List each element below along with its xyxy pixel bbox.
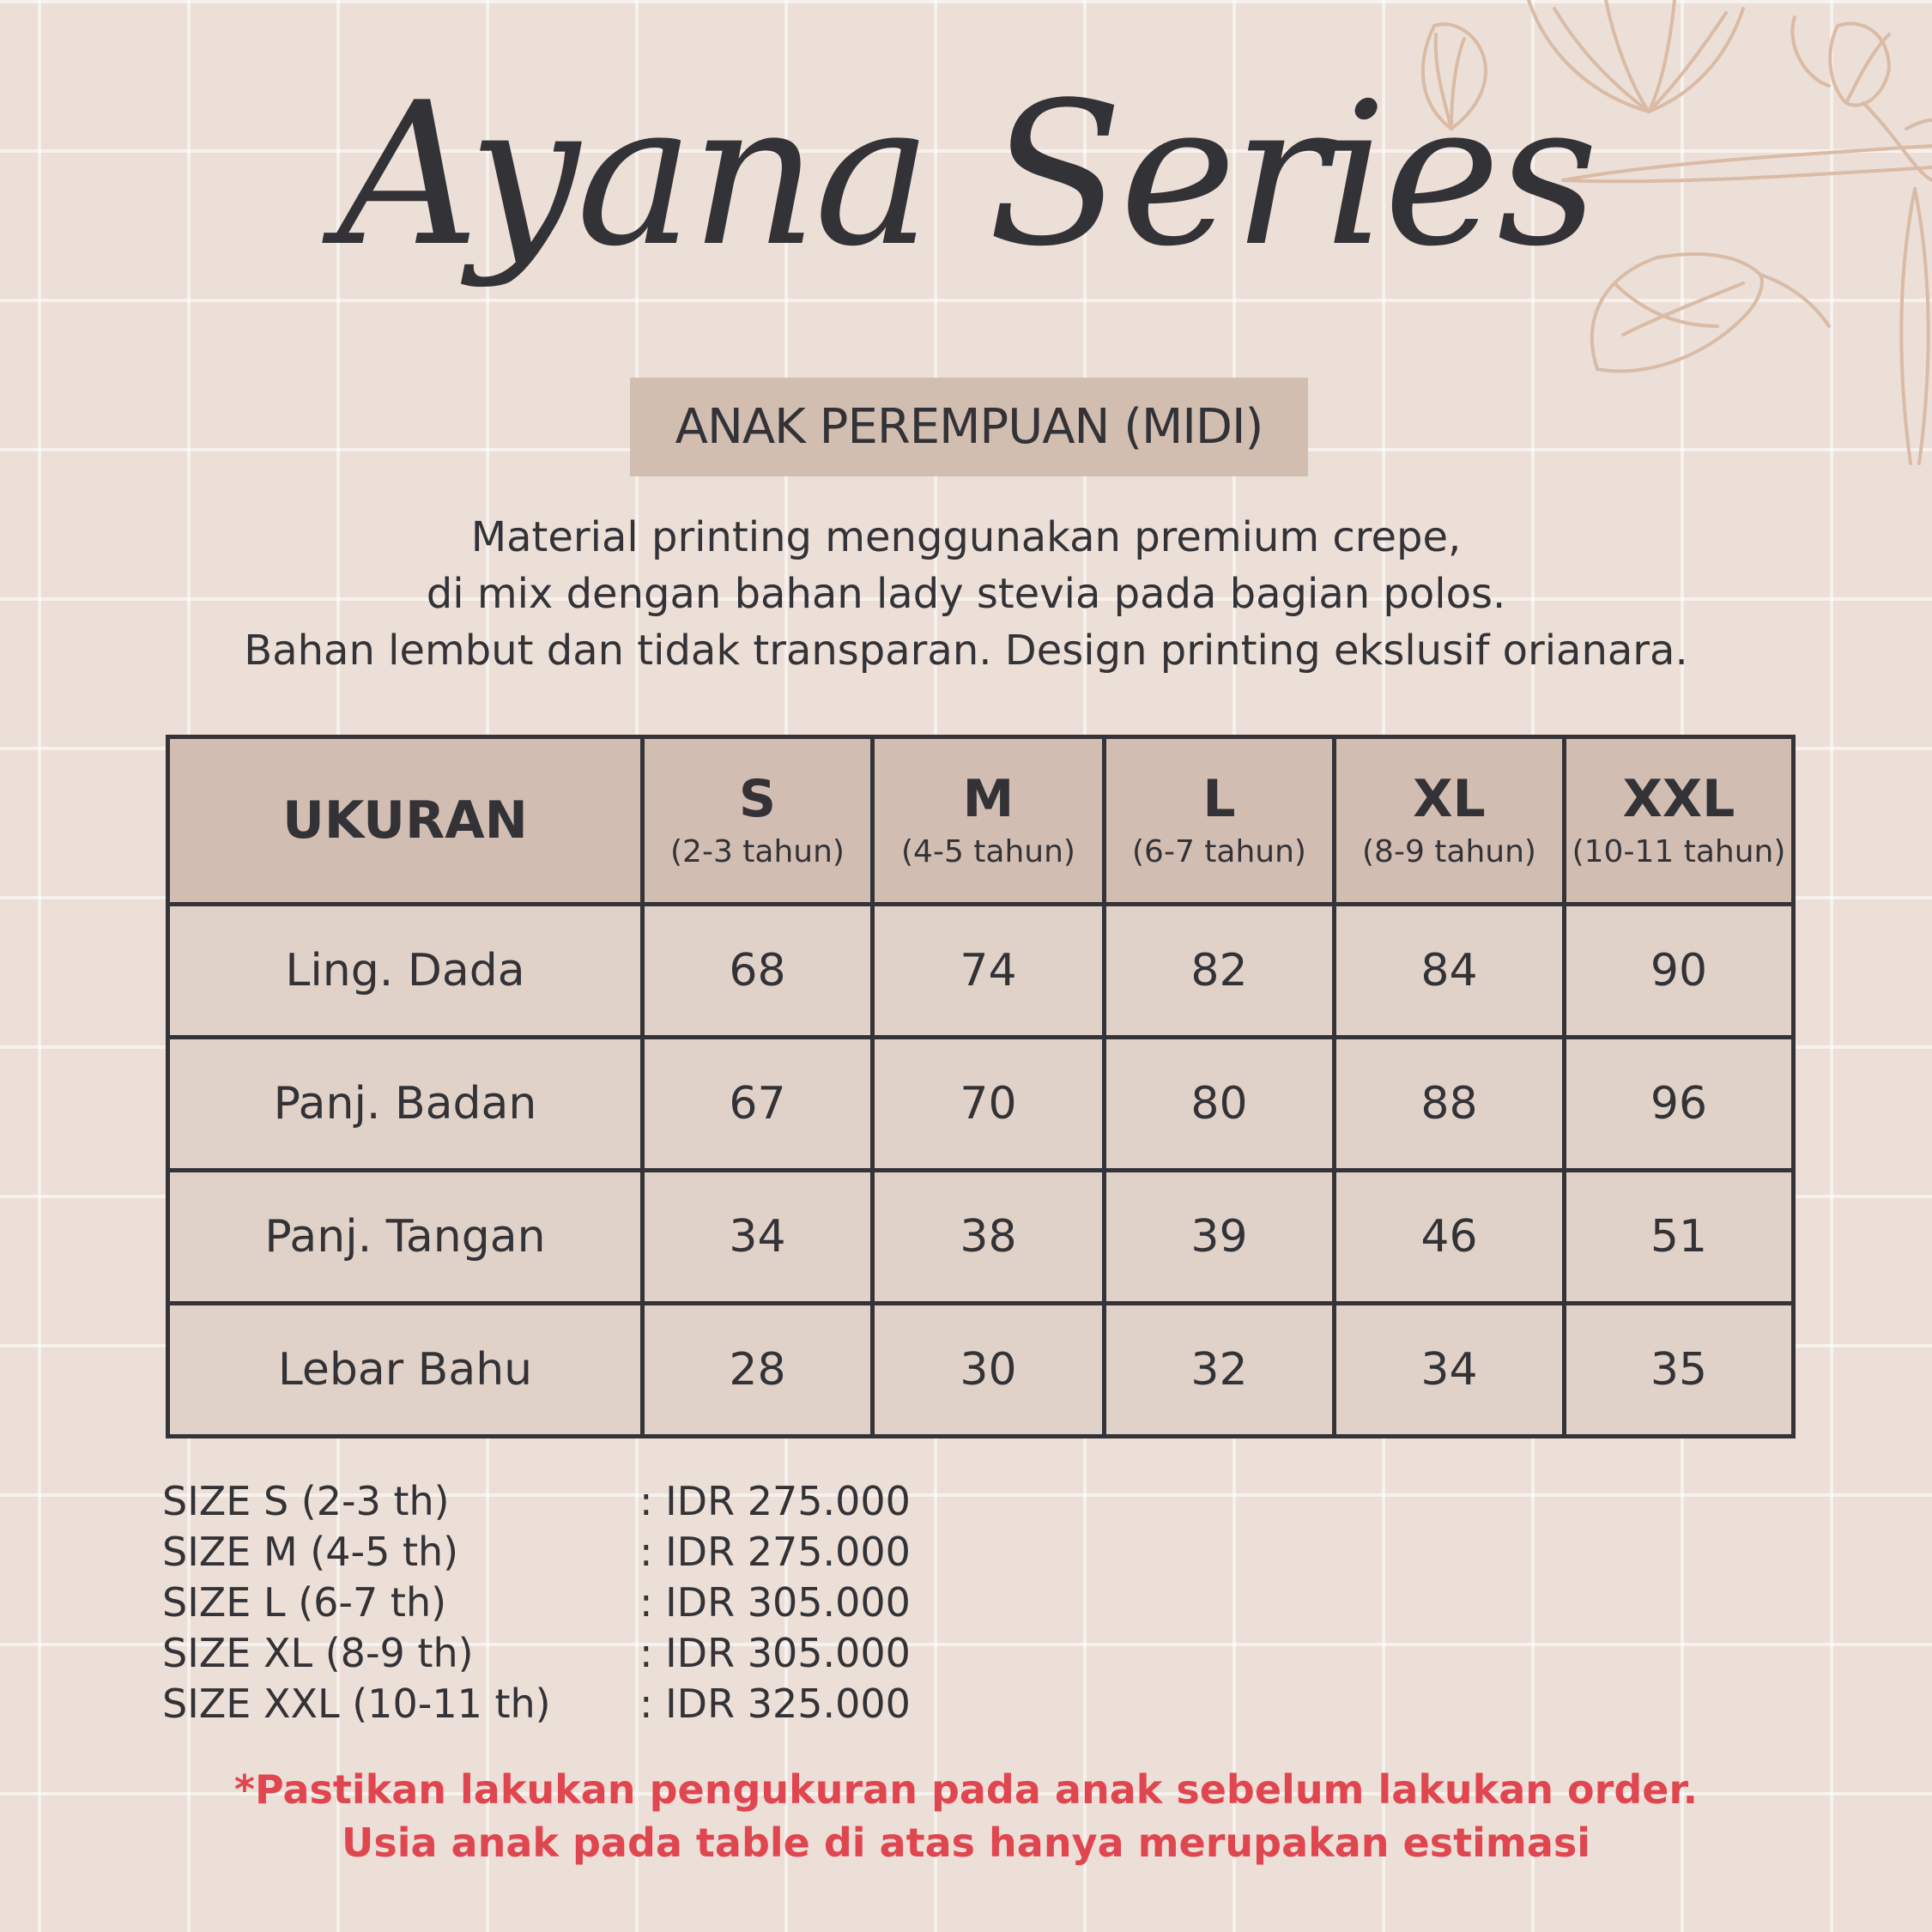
table-cell: 30 xyxy=(873,1304,1105,1437)
table-cell: 96 xyxy=(1565,1038,1794,1171)
table-cell: 68 xyxy=(643,905,873,1038)
list-item xyxy=(162,1578,1021,1628)
table-row xyxy=(168,905,1794,1038)
header-size-xxl: XXL (10-11 tahun) xyxy=(1565,737,1794,905)
price-size-label: SIZE XXL (10-11 th) xyxy=(162,1681,551,1727)
notice-line: *Pastikan lakukan pengukuran pada anak sebelum lakukan order. xyxy=(233,1766,1699,1813)
table-row xyxy=(168,1304,1794,1437)
table-cell: 34 xyxy=(1335,1304,1565,1437)
header-ukuran: UKURAN xyxy=(168,737,643,905)
price-value: : IDR 305.000 xyxy=(639,1579,911,1626)
table-cell: 35 xyxy=(1565,1304,1794,1437)
price-value: : IDR 275.000 xyxy=(639,1478,911,1524)
table-row xyxy=(168,1038,1794,1171)
table-cell: 38 xyxy=(873,1171,1105,1304)
table-header-row xyxy=(168,737,1794,905)
description-line: Bahan lembut dan tidak transparan. Design printing ekslusif orianara. xyxy=(244,627,1688,675)
description-line: Material printing menggunakan premium crepe, xyxy=(470,513,1462,561)
header-size-m: M (4-5 tahun) xyxy=(873,737,1105,905)
list-item xyxy=(162,1628,1021,1679)
price-list xyxy=(162,1476,1021,1729)
measurement-notice xyxy=(0,1763,1932,1869)
description-line: di mix dengan bahan lady stevia pada bagian polos. xyxy=(426,570,1506,618)
table-cell: 32 xyxy=(1105,1304,1335,1437)
size-chart-table xyxy=(166,735,1796,1438)
table-cell: 34 xyxy=(643,1171,873,1304)
price-size-label: SIZE L (6-7 th) xyxy=(162,1579,447,1626)
table-cell: 90 xyxy=(1565,905,1794,1038)
price-size-label: SIZE M (4-5 th) xyxy=(162,1529,459,1575)
table-cell: 74 xyxy=(873,905,1105,1038)
list-item xyxy=(162,1527,1021,1578)
list-item xyxy=(162,1679,1021,1729)
row-label: Panj. Badan xyxy=(168,1038,643,1171)
price-size-label: SIZE S (2-3 th) xyxy=(162,1478,450,1524)
page-title: Ayana Series xyxy=(336,61,1596,290)
list-item xyxy=(162,1476,1021,1527)
table-cell: 28 xyxy=(643,1304,873,1437)
header-size-s: S (2-3 tahun) xyxy=(643,737,873,905)
table-cell: 84 xyxy=(1335,905,1565,1038)
price-size-label: SIZE XL (8-9 th) xyxy=(162,1630,474,1676)
table-cell: 70 xyxy=(873,1038,1105,1171)
table-cell: 67 xyxy=(643,1038,873,1171)
header-size-l: L (6-7 tahun) xyxy=(1105,737,1335,905)
header-size-xl: XL (8-9 tahun) xyxy=(1335,737,1565,905)
price-value: : IDR 305.000 xyxy=(639,1630,911,1676)
product-description xyxy=(0,509,1932,679)
table-cell: 51 xyxy=(1565,1171,1794,1304)
table-cell: 80 xyxy=(1105,1038,1335,1171)
price-value: : IDR 325.000 xyxy=(639,1681,911,1727)
table-cell: 82 xyxy=(1105,905,1335,1038)
table-cell: 46 xyxy=(1335,1171,1565,1304)
row-label: Lebar Bahu xyxy=(168,1304,643,1437)
row-label: Panj. Tangan xyxy=(168,1171,643,1304)
table-cell: 39 xyxy=(1105,1171,1335,1304)
table-cell: 88 xyxy=(1335,1038,1565,1171)
price-value: : IDR 275.000 xyxy=(639,1529,911,1575)
row-label: Ling. Dada xyxy=(168,905,643,1038)
table-row xyxy=(168,1171,1794,1304)
category-badge: ANAK PEREMPUAN (MIDI) xyxy=(630,378,1308,476)
notice-line: Usia anak pada table di atas hanya merupakan estimasi xyxy=(341,1820,1591,1866)
